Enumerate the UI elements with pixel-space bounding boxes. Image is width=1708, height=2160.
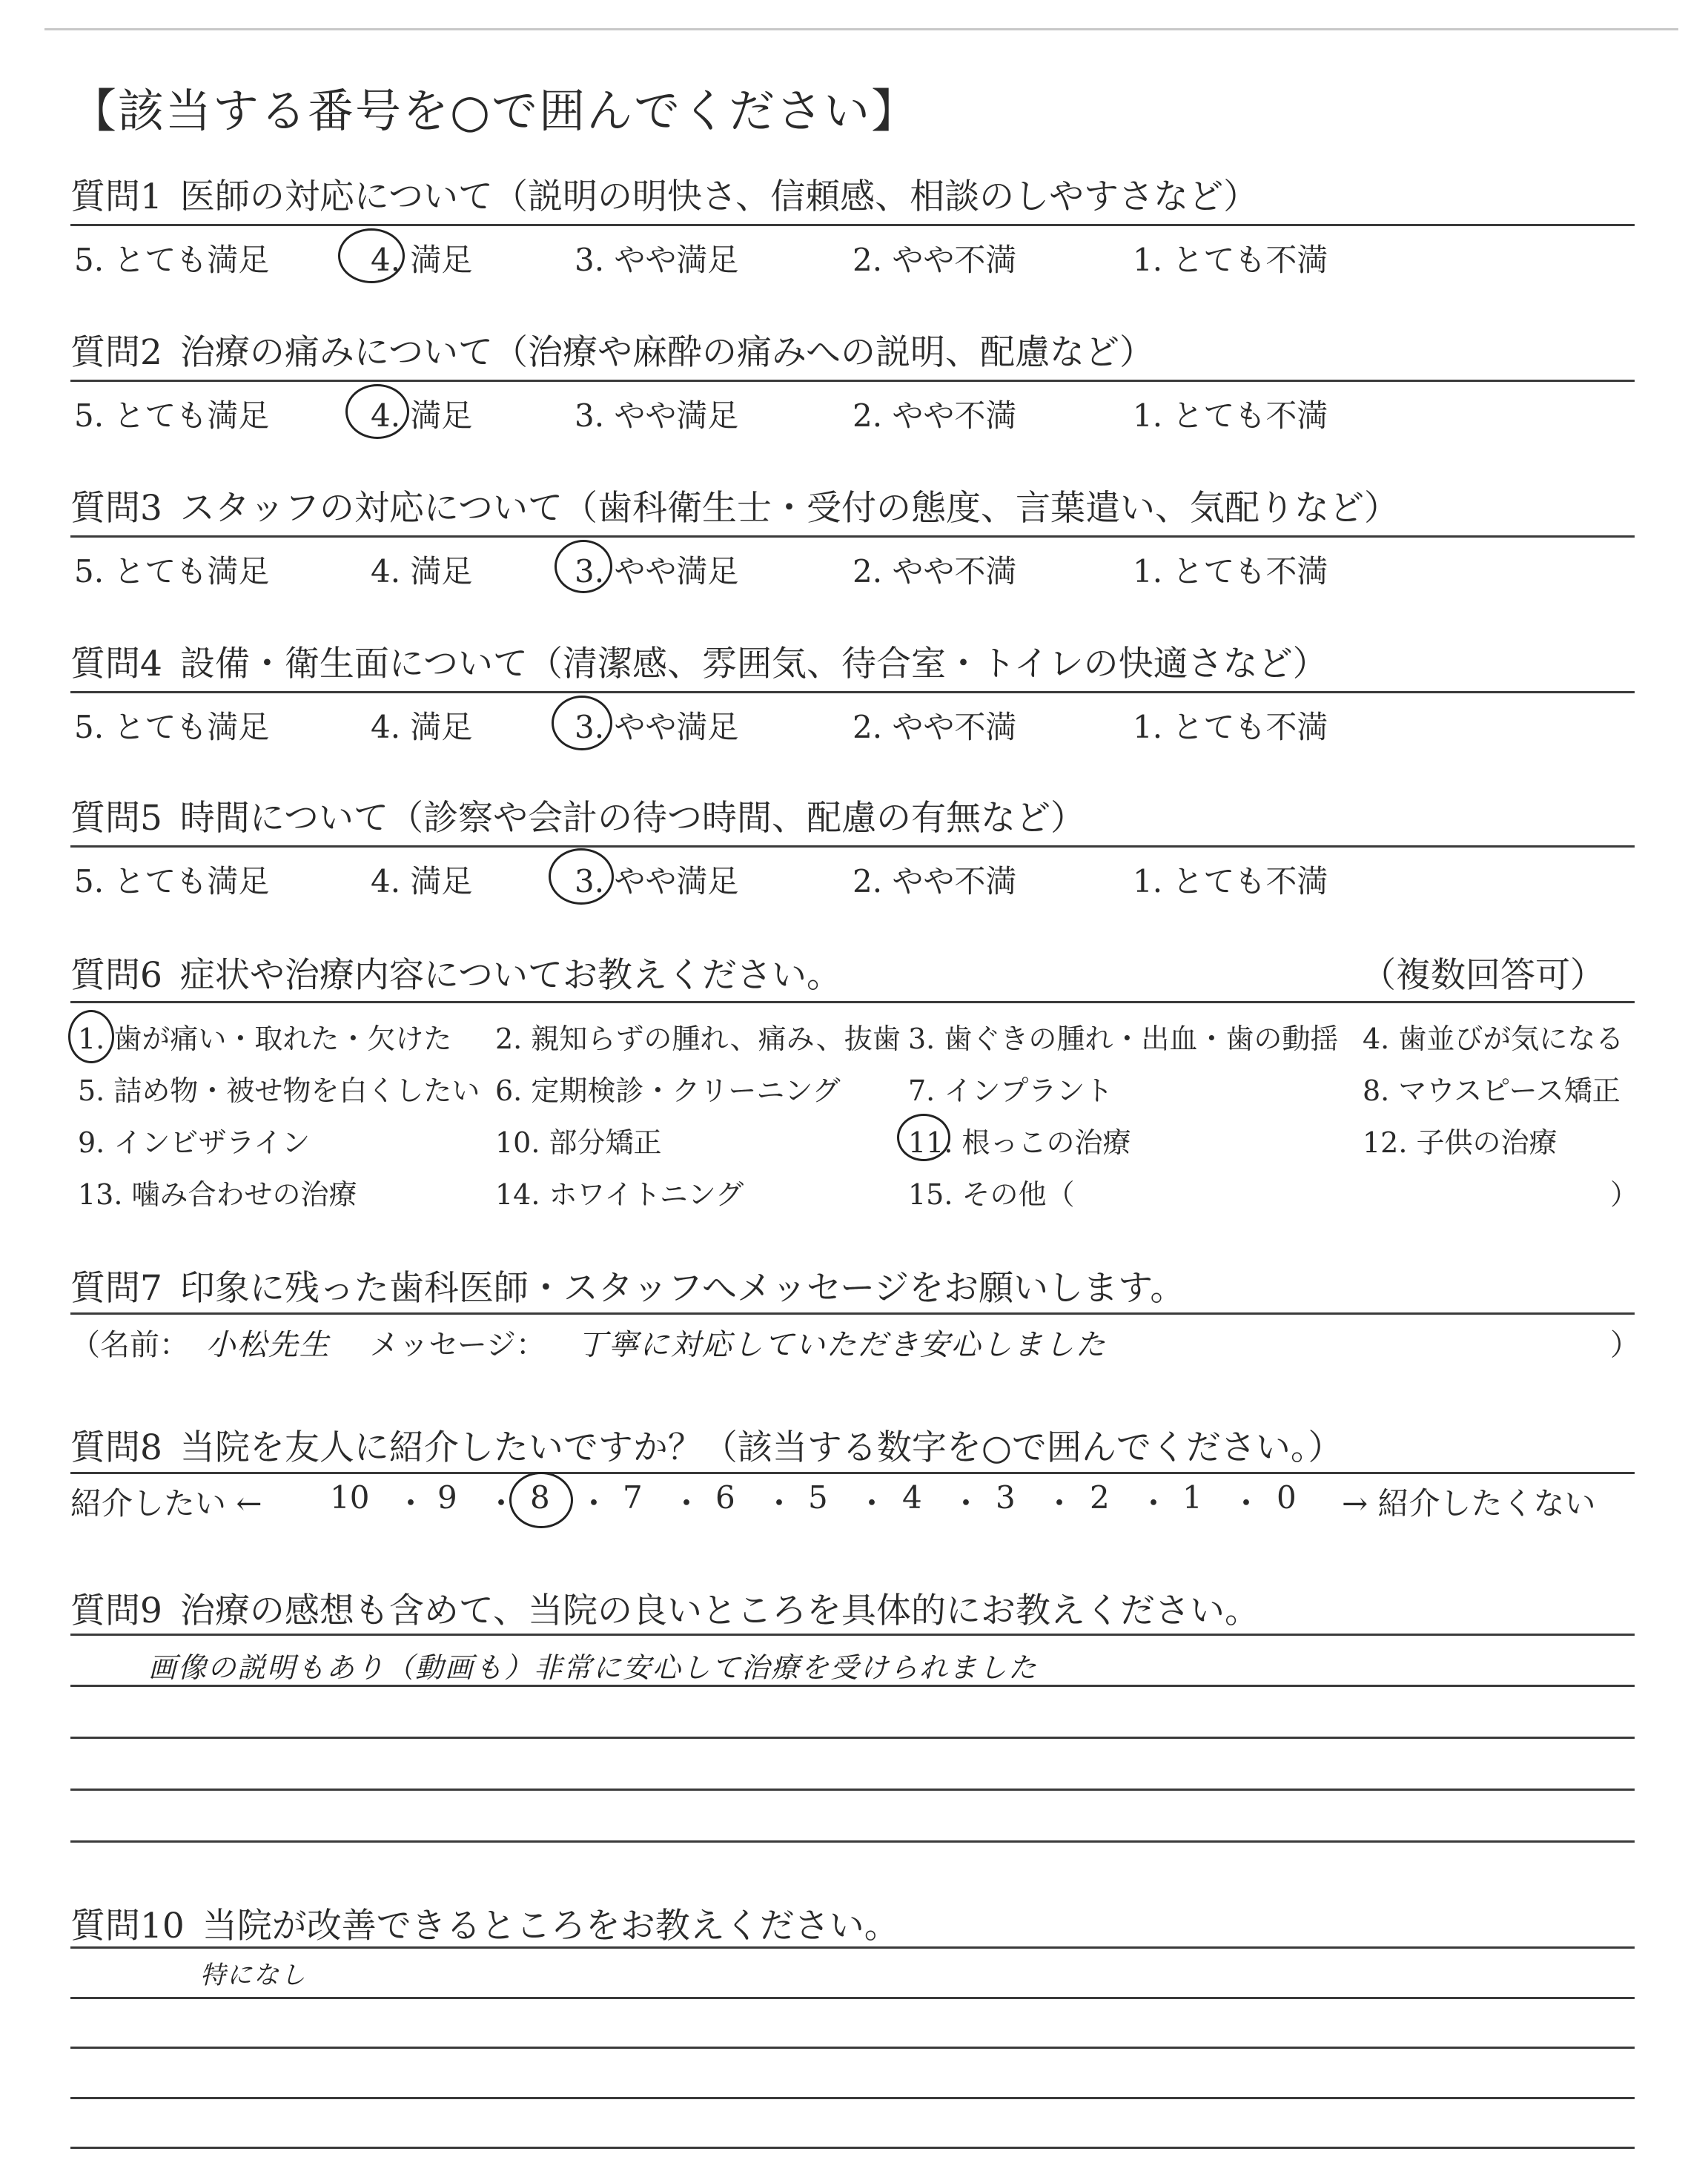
option-5[interactable]: 5. とても満足	[74, 553, 270, 589]
item-15-close: ）	[1610, 1178, 1639, 1211]
answer-line	[70, 1737, 1635, 1739]
selection-circle	[338, 228, 405, 283]
question-4	[70, 636, 1635, 686]
item-10[interactable]: 10. 部分矯正	[495, 1126, 662, 1159]
question-text: 当院が改善できるところをお教えください。	[202, 1906, 899, 1946]
question-text: 症状や治療内容についてお教えください。	[179, 955, 841, 996]
question-text: 治療の感想も含めて、当院の良いところを具体的にお教えください。	[179, 1591, 1260, 1631]
divider	[70, 1312, 1635, 1315]
name-handwriting: 小松先生	[205, 1328, 331, 1362]
question-text: 設備・衛生面について（清潔感、雰囲気、待合室・トイレの快適さなど）	[179, 644, 1328, 684]
item-13[interactable]: 13. 噛み合わせの治療	[78, 1178, 357, 1211]
question-text: 治療の痛みについて（治療や麻酔の痛みへの説明、配慮など）	[179, 332, 1155, 373]
divider	[70, 845, 1635, 848]
answer-line	[70, 2147, 1635, 2149]
q7-close: ）	[1610, 1328, 1640, 1362]
item-7[interactable]: 7. インプラント	[908, 1074, 1113, 1107]
scale-dot: ・	[1138, 1485, 1170, 1522]
question-1	[70, 169, 1635, 219]
item-9[interactable]: 9. インビザライン	[78, 1126, 311, 1159]
item-12[interactable]: 12. 子供の治療	[1363, 1126, 1558, 1159]
question-label: 質問7	[70, 1268, 162, 1309]
scale-dot: ・	[486, 1485, 517, 1522]
option-5[interactable]: 5. とても満足	[74, 242, 270, 278]
question-7	[70, 1261, 1635, 1310]
question-8	[70, 1420, 1635, 1470]
question-text: 印象に残った歯科医師・スタッフへメッセージをお願いします。	[179, 1268, 1185, 1309]
scale-left-label: 紹介したい ←	[70, 1485, 262, 1522]
scale-2[interactable]: 2	[1090, 1479, 1110, 1516]
scale-1[interactable]: 1	[1182, 1479, 1202, 1516]
item-14[interactable]: 14. ホワイトニング	[495, 1178, 744, 1211]
scale-0[interactable]: 0	[1277, 1479, 1297, 1516]
answer-line	[70, 1789, 1635, 1791]
scale-dot: ・	[395, 1485, 427, 1522]
item-2[interactable]: 2. 親知らずの腫れ、痛み、抜歯	[495, 1023, 901, 1055]
question-label: 質問6	[70, 955, 162, 996]
option-2[interactable]: 2. やや不満	[853, 242, 1017, 278]
item-6[interactable]: 6. 定期検診・クリーニング	[495, 1074, 841, 1107]
scale-dot: ・	[578, 1485, 610, 1522]
q8-scale	[70, 1479, 1635, 1524]
option-1[interactable]: 1. とても不満	[1133, 863, 1328, 899]
divider	[70, 535, 1635, 538]
scale-dot: ・	[1044, 1485, 1076, 1522]
question-text: 時間について（診察や会計の待つ時間、配慮の有無など）	[179, 798, 1085, 839]
selection-circle	[549, 848, 614, 905]
selection-circle	[897, 1114, 950, 1161]
question-label: 質問10	[70, 1906, 185, 1946]
option-4[interactable]: 4. 満足	[371, 863, 473, 899]
q7-answer-row	[70, 1321, 1107, 1364]
item-5[interactable]: 5. 詰め物・被せ物を白くしたい	[78, 1074, 480, 1107]
option-3[interactable]: 3. やや満足	[575, 553, 739, 589]
divider	[70, 1472, 1635, 1474]
question-10	[70, 1898, 1635, 1948]
scale-dot: ・	[671, 1485, 703, 1522]
question-9	[70, 1583, 1635, 1633]
option-5[interactable]: 5. とても満足	[74, 709, 270, 745]
option-2[interactable]: 2. やや不満	[853, 709, 1017, 745]
message-handwriting: 丁寧に対応していただき安心しました	[577, 1328, 1107, 1362]
scale-7[interactable]: 7	[623, 1479, 643, 1516]
scale-5[interactable]: 5	[808, 1479, 828, 1516]
question-3	[70, 480, 1635, 530]
q9-handwriting: 画像の説明もあり（動画も）非常に安心して治療を受けられました	[148, 1651, 1039, 1684]
option-2[interactable]: 2. やや不満	[853, 397, 1017, 434]
question-label: 質問4	[70, 644, 162, 684]
option-3[interactable]: 3. やや満足	[575, 397, 739, 434]
option-4[interactable]: 4. 満足	[371, 242, 473, 278]
item-1[interactable]: 1. 歯が痛い・取れた・欠けた	[78, 1023, 452, 1055]
option-1[interactable]: 1. とても不満	[1133, 397, 1328, 434]
selection-circle	[555, 540, 612, 593]
scale-6[interactable]: 6	[715, 1479, 735, 1516]
answer-line	[70, 1685, 1635, 1687]
option-3[interactable]: 3. やや満足	[575, 709, 739, 745]
answer-line	[70, 1840, 1635, 1843]
item-8[interactable]: 8. マウスピース矯正	[1363, 1074, 1621, 1107]
item-11[interactable]: 11. 根っこの治療	[908, 1126, 1131, 1159]
question-label: 質問1	[70, 176, 162, 217]
option-4[interactable]: 4. 満足	[371, 397, 473, 434]
answer-line	[70, 2097, 1635, 2099]
option-1[interactable]: 1. とても不満	[1133, 709, 1328, 745]
option-3[interactable]: 3. やや満足	[575, 863, 739, 899]
scale-dot: ・	[764, 1485, 795, 1522]
selection-circle	[552, 696, 612, 750]
scale-8[interactable]: 8	[530, 1479, 550, 1516]
scan-edge-line	[44, 28, 1678, 30]
question-5	[70, 790, 1635, 840]
option-1[interactable]: 1. とても不満	[1133, 242, 1328, 278]
question-label: 質問3	[70, 488, 162, 529]
scale-10[interactable]: 10	[330, 1479, 370, 1516]
item-4[interactable]: 4. 歯並びが気になる	[1363, 1023, 1624, 1055]
scale-dot: ・	[1231, 1485, 1262, 1522]
question-2	[70, 325, 1635, 374]
question-text: スタッフの対応について（歯科衛生士・受付の態度、言葉遣い、気配りなど）	[179, 488, 1399, 529]
divider	[70, 224, 1635, 226]
answer-line	[70, 1634, 1635, 1636]
scale-9[interactable]: 9	[437, 1479, 457, 1516]
question-text: 当院を友人に紹介したいですか？（該当する数字を○で囲んでください。）	[179, 1427, 1343, 1468]
question-label: 質問5	[70, 798, 162, 839]
option-3[interactable]: 3. やや満足	[575, 242, 739, 278]
answer-line	[70, 2047, 1635, 2049]
question-label: 質問8	[70, 1427, 162, 1468]
question-label: 質問9	[70, 1591, 162, 1631]
scale-3[interactable]: 3	[996, 1479, 1016, 1516]
scale-dot: ・	[950, 1485, 982, 1522]
item-3[interactable]: 3. 歯ぐきの腫れ・出血・歯の動揺	[908, 1023, 1339, 1055]
selection-circle	[68, 1010, 114, 1063]
question-label: 質問2	[70, 332, 162, 373]
option-4[interactable]: 4. 満足	[371, 709, 473, 745]
selection-circle	[509, 1472, 573, 1528]
scale-dot: ・	[856, 1485, 888, 1522]
question-text: 医師の対応について（説明の明快さ、信頼感、相談のしやすさなど）	[179, 176, 1259, 217]
answer-line	[70, 1946, 1635, 1949]
item-15[interactable]: 15. その他（	[908, 1178, 1075, 1211]
option-4[interactable]: 4. 満足	[371, 553, 473, 589]
divider	[70, 1001, 1635, 1003]
divider	[70, 691, 1635, 693]
divider	[70, 380, 1635, 382]
question-6	[70, 948, 1635, 997]
option-1[interactable]: 1. とても不満	[1133, 553, 1328, 589]
scale-4[interactable]: 4	[902, 1479, 922, 1516]
option-2[interactable]: 2. やや不満	[853, 863, 1017, 899]
answer-line	[70, 1997, 1635, 1999]
page-title: 【該当する番号を○で囲んでください】	[70, 84, 919, 138]
q10-handwriting: 特になし	[200, 1961, 307, 1990]
option-5[interactable]: 5. とても満足	[74, 863, 270, 899]
name-label: （名前：	[70, 1328, 189, 1362]
scale-right-label: → 紹介したくない	[1342, 1485, 1596, 1522]
message-label: メッセージ：	[369, 1328, 546, 1362]
multiple-answers-note: （複数回答可）	[1361, 955, 1605, 996]
option-5[interactable]: 5. とても満足	[74, 397, 270, 434]
option-2[interactable]: 2. やや不満	[853, 553, 1017, 589]
selection-circle	[345, 384, 409, 439]
